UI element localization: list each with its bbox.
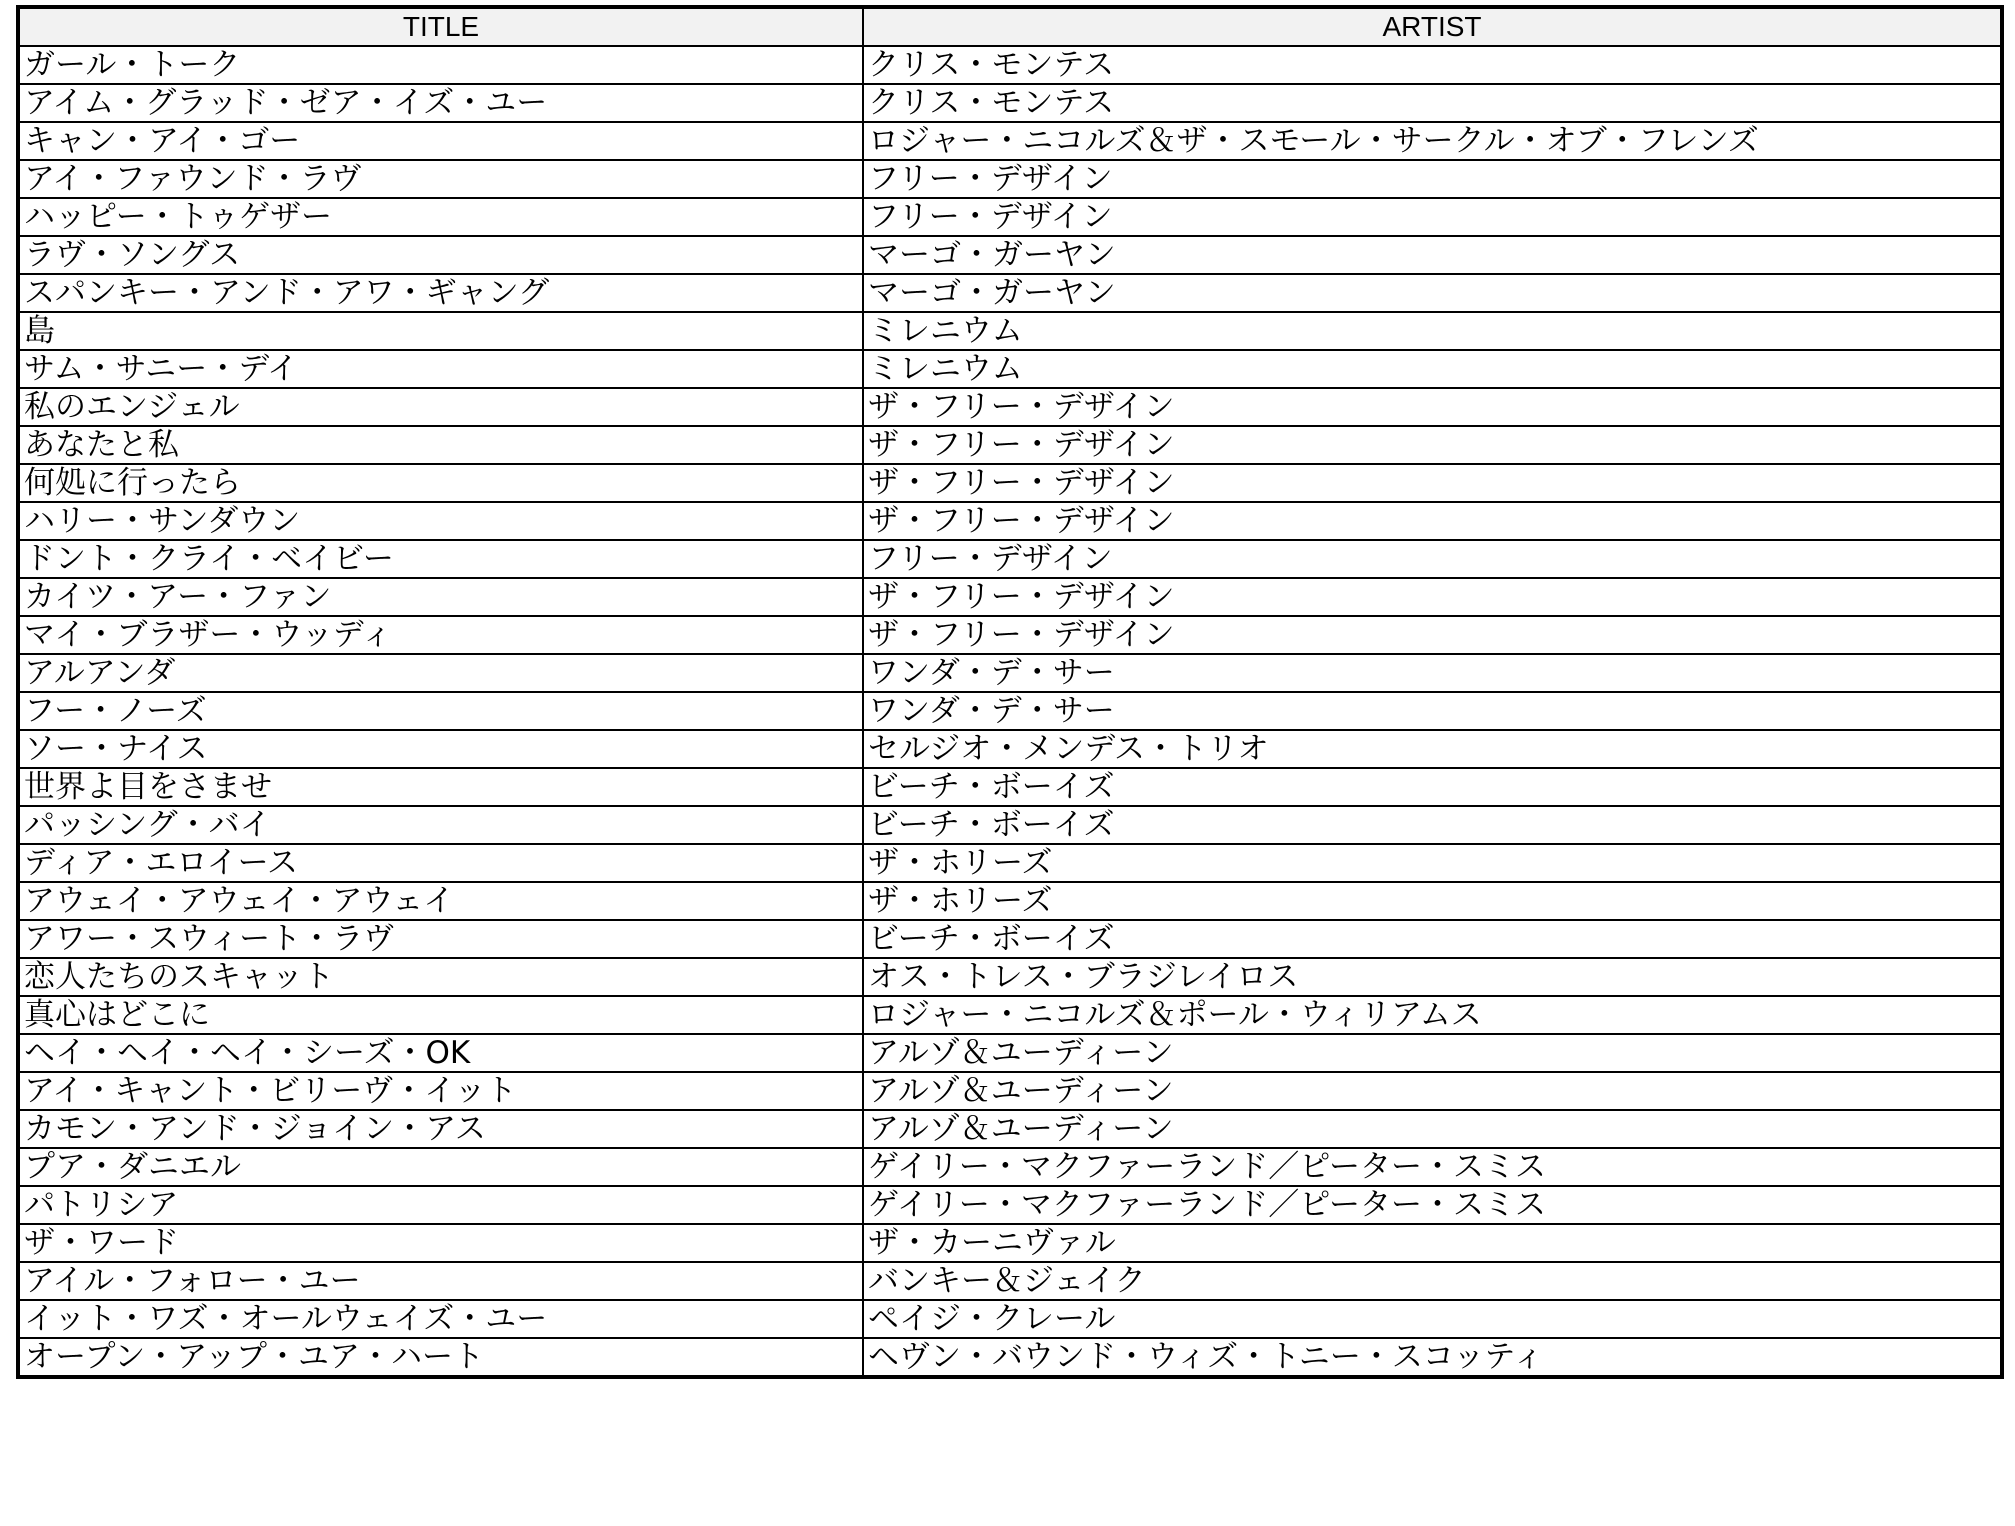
- cell-artist[interactable]: ワンダ・デ・サー: [863, 692, 2002, 730]
- table-row: [18, 350, 2002, 388]
- column-header-artist[interactable]: ARTIST: [863, 7, 2002, 46]
- table-row: [18, 806, 2002, 844]
- cell-title[interactable]: 何処に行ったら: [18, 464, 863, 502]
- cell-artist[interactable]: ワンダ・デ・サー: [863, 654, 2002, 692]
- table-row: [18, 1110, 2002, 1148]
- table-row: [18, 654, 2002, 692]
- track-list-table: [16, 5, 2004, 1379]
- table-row: [18, 1034, 2002, 1072]
- table-row: [18, 1148, 2002, 1186]
- table-row: [18, 388, 2002, 426]
- cell-artist[interactable]: ザ・フリー・デザイン: [863, 616, 2002, 654]
- table-body: [18, 46, 2002, 1377]
- cell-title[interactable]: 恋人たちのスキャット: [18, 958, 863, 996]
- cell-artist[interactable]: ビーチ・ボーイズ: [863, 806, 2002, 844]
- cell-title[interactable]: 島: [18, 312, 863, 350]
- cell-title[interactable]: 私のエンジェル: [18, 388, 863, 426]
- table-row: [18, 578, 2002, 616]
- table-row: [18, 1186, 2002, 1224]
- table-row: [18, 1338, 2002, 1377]
- table-row: [18, 844, 2002, 882]
- cell-artist[interactable]: ザ・フリー・デザイン: [863, 464, 2002, 502]
- table-row: [18, 1224, 2002, 1262]
- cell-title[interactable]: アルアンダ: [18, 654, 863, 692]
- cell-title[interactable]: プア・ダニエル: [18, 1148, 863, 1186]
- cell-artist[interactable]: ザ・カーニヴァル: [863, 1224, 2002, 1262]
- cell-title[interactable]: ザ・ワード: [18, 1224, 863, 1262]
- cell-artist[interactable]: ゲイリー・マクファーランド／ピーター・スミス: [863, 1148, 2002, 1186]
- cell-artist[interactable]: マーゴ・ガーヤン: [863, 236, 2002, 274]
- cell-title[interactable]: ハリー・サンダウン: [18, 502, 863, 540]
- table-row: [18, 160, 2002, 198]
- table-row: [18, 426, 2002, 464]
- table-row: [18, 502, 2002, 540]
- table-row: [18, 236, 2002, 274]
- cell-artist[interactable]: アルゾ＆ユーディーン: [863, 1110, 2002, 1148]
- cell-title[interactable]: アイム・グラッド・ゼア・イズ・ユー: [18, 84, 863, 122]
- table-row: [18, 122, 2002, 160]
- cell-title[interactable]: ディア・エロイース: [18, 844, 863, 882]
- cell-title[interactable]: カイツ・アー・ファン: [18, 578, 863, 616]
- cell-artist[interactable]: バンキー＆ジェイク: [863, 1262, 2002, 1300]
- cell-title[interactable]: アイル・フォロー・ユー: [18, 1262, 863, 1300]
- table-row: [18, 312, 2002, 350]
- cell-title[interactable]: オープン・アップ・ユア・ハート: [18, 1338, 863, 1377]
- cell-artist[interactable]: ザ・フリー・デザイン: [863, 388, 2002, 426]
- cell-title[interactable]: マイ・ブラザー・ウッディ: [18, 616, 863, 654]
- cell-title[interactable]: ソー・ナイス: [18, 730, 863, 768]
- table-row: [18, 768, 2002, 806]
- table-row: [18, 84, 2002, 122]
- table-row: [18, 958, 2002, 996]
- table-row: [18, 996, 2002, 1034]
- table-row: [18, 1300, 2002, 1338]
- cell-title[interactable]: ドント・クライ・ベイビー: [18, 540, 863, 578]
- cell-title[interactable]: サム・サニー・デイ: [18, 350, 863, 388]
- table-row: [18, 46, 2002, 84]
- cell-title[interactable]: アワー・スウィート・ラヴ: [18, 920, 863, 958]
- cell-title[interactable]: スパンキー・アンド・アワ・ギャング: [18, 274, 863, 312]
- cell-artist[interactable]: ザ・ホリーズ: [863, 882, 2002, 920]
- cell-title[interactable]: アイ・ファウンド・ラヴ: [18, 160, 863, 198]
- table-row: [18, 730, 2002, 768]
- cell-artist[interactable]: ゲイリー・マクファーランド／ピーター・スミス: [863, 1186, 2002, 1224]
- cell-artist[interactable]: セルジオ・メンデス・トリオ: [863, 730, 2002, 768]
- cell-artist[interactable]: ペイジ・クレール: [863, 1300, 2002, 1338]
- cell-title[interactable]: フー・ノーズ: [18, 692, 863, 730]
- table-row: [18, 1072, 2002, 1110]
- cell-artist[interactable]: フリー・デザイン: [863, 198, 2002, 236]
- table-row: [18, 464, 2002, 502]
- table-row: [18, 920, 2002, 958]
- cell-artist[interactable]: ザ・ホリーズ: [863, 844, 2002, 882]
- table-row: [18, 692, 2002, 730]
- table-row: [18, 882, 2002, 920]
- cell-artist[interactable]: ヘヴン・バウンド・ウィズ・トニー・スコッティ: [863, 1338, 2002, 1377]
- cell-artist[interactable]: ザ・フリー・デザイン: [863, 578, 2002, 616]
- cell-artist[interactable]: オス・トレス・ブラジレイロス: [863, 958, 2002, 996]
- cell-artist[interactable]: ミレニウム: [863, 350, 2002, 388]
- table-row: [18, 1262, 2002, 1300]
- cell-artist[interactable]: フリー・デザイン: [863, 160, 2002, 198]
- cell-title[interactable]: カモン・アンド・ジョイン・アス: [18, 1110, 863, 1148]
- cell-artist[interactable]: クリス・モンテス: [863, 84, 2002, 122]
- cell-title[interactable]: パッシング・バイ: [18, 806, 863, 844]
- table-row: [18, 540, 2002, 578]
- table-row: [18, 274, 2002, 312]
- cell-artist[interactable]: フリー・デザイン: [863, 540, 2002, 578]
- cell-title[interactable]: ハッピー・トゥゲザー: [18, 198, 863, 236]
- cell-artist[interactable]: ミレニウム: [863, 312, 2002, 350]
- cell-title[interactable]: キャン・アイ・ゴー: [18, 122, 863, 160]
- cell-artist[interactable]: クリス・モンテス: [863, 46, 2002, 84]
- cell-title[interactable]: ヘイ・ヘイ・ヘイ・シーズ・OK: [18, 1034, 863, 1072]
- cell-title[interactable]: 真心はどこに: [18, 996, 863, 1034]
- cell-title[interactable]: アイ・キャント・ビリーヴ・イット: [18, 1072, 863, 1110]
- cell-title[interactable]: イット・ワズ・オールウェイズ・ユー: [18, 1300, 863, 1338]
- cell-title[interactable]: ラヴ・ソングス: [18, 236, 863, 274]
- cell-title[interactable]: あなたと私: [18, 426, 863, 464]
- cell-artist[interactable]: ザ・フリー・デザイン: [863, 426, 2002, 464]
- header-row: [18, 7, 2002, 46]
- cell-artist[interactable]: ザ・フリー・デザイン: [863, 502, 2002, 540]
- cell-artist[interactable]: ロジャー・ニコルズ＆ポール・ウィリアムス: [863, 996, 2002, 1034]
- cell-title[interactable]: アウェイ・アウェイ・アウェイ: [18, 882, 863, 920]
- column-header-title[interactable]: TITLE: [18, 7, 863, 46]
- table-row: [18, 198, 2002, 236]
- cell-title[interactable]: パトリシア: [18, 1186, 863, 1224]
- cell-artist[interactable]: ビーチ・ボーイズ: [863, 920, 2002, 958]
- cell-artist[interactable]: マーゴ・ガーヤン: [863, 274, 2002, 312]
- cell-title[interactable]: 世界よ目をさませ: [18, 768, 863, 806]
- cell-title[interactable]: ガール・トーク: [18, 46, 863, 84]
- cell-artist[interactable]: ビーチ・ボーイズ: [863, 768, 2002, 806]
- table-row: [18, 616, 2002, 654]
- cell-artist[interactable]: アルゾ＆ユーディーン: [863, 1072, 2002, 1110]
- cell-artist[interactable]: ロジャー・ニコルズ＆ザ・スモール・サークル・オブ・フレンズ: [863, 122, 2002, 160]
- cell-artist[interactable]: アルゾ＆ユーディーン: [863, 1034, 2002, 1072]
